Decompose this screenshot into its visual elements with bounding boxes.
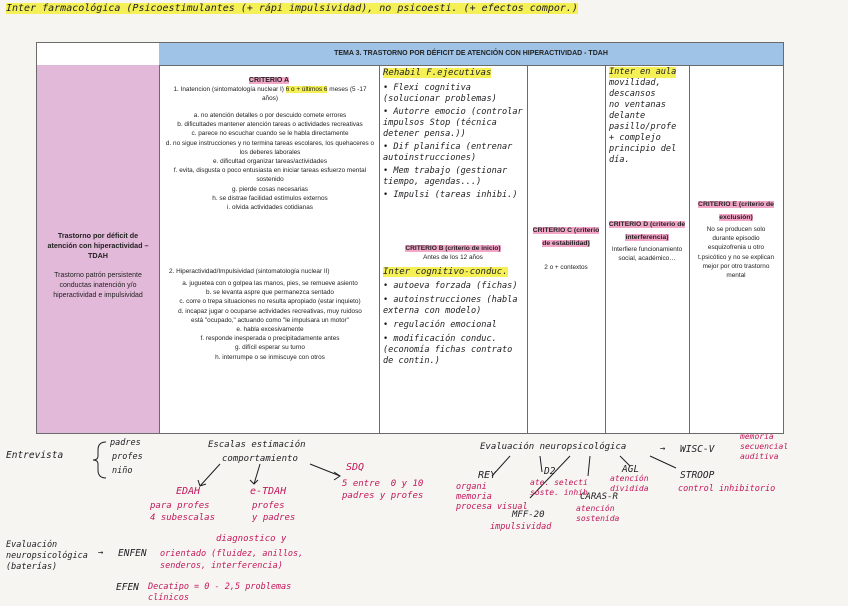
wisc-arrow: →: [660, 444, 666, 454]
list-item: movilidad,: [609, 78, 661, 88]
criterio-d-title: CRITERIO D (criterio de interferencia): [608, 221, 686, 241]
enfen-arrow: →: [98, 548, 104, 558]
list-item: e. habla excesivamente: [236, 326, 304, 334]
eval-neuro2: Evaluación neuropsicológica (baterías): [6, 540, 88, 572]
list-item: no ventanas: [609, 100, 666, 110]
rey-sub: organi memoria procesa visual: [456, 482, 528, 512]
eval-neuro: [480, 442, 626, 452]
list-item: h. interrumpe o se inmiscuye con otros: [215, 353, 325, 361]
stroop-sub: control inhibitorio: [678, 484, 776, 494]
rey: REY: [478, 470, 497, 481]
left-desc: Trastorno patrón persistente conductas inatención y/o hiperactividad e impulsividad: [53, 272, 143, 299]
list-item: • Autorre emocio (controlar impulsos Stop (técnica detener pensa.)): [383, 107, 523, 139]
eval-neuro-text: Evaluación neuropsicológica: [480, 442, 627, 452]
padres: padres: [110, 438, 141, 448]
edah: EDAH: [176, 486, 201, 497]
etdah: e-TDAH: [250, 486, 287, 497]
item1-pre: 1. Inatencion (sintomatología nuclear I): [173, 86, 284, 93]
list-item: día.: [609, 155, 630, 165]
criterio-a-title: CRITERIO A: [248, 77, 290, 84]
list-item: • autoeva forzada (fichas): [383, 281, 518, 291]
list-item: principio del: [609, 144, 677, 154]
criterio-d-cell: [605, 65, 690, 433]
wisc-sub: memoria secuencial auditiva: [740, 432, 789, 461]
nino: niño: [112, 466, 133, 476]
enfen-sub: orientado (fluidez, anillos, senderos, interferencia): [160, 549, 304, 571]
top-note: [6, 3, 578, 14]
rehab-cell: [379, 65, 528, 433]
agl: AGL: [622, 464, 640, 475]
item1: [165, 85, 375, 103]
diagnostico: diagnostico y: [216, 534, 287, 544]
mff-sub: impulsividad: [490, 522, 552, 532]
inatencion-list: [165, 111, 375, 212]
brace-icon: [90, 440, 110, 480]
list-item: b. se levanta aspre que permanezca sentado: [206, 289, 334, 297]
table-header: TEMA 3. TRASTORNO POR DÉFICIT DE ATENCIÓN CON HIPERACTIVIDAD - TDAH: [159, 43, 783, 66]
criterio-d-wrap: [607, 217, 687, 243]
d2-sub: ate. selecti soste. inhib: [530, 478, 588, 497]
left-title: Trastorno por déficit de atención con hiperactividad – TDAH: [47, 231, 149, 260]
wisc: WISC-V: [680, 444, 715, 455]
criterio-b-title: CRITERIO B (criterio de inicio): [405, 245, 501, 252]
criterio-e-title: CRITERIO E (criterio de exclusión): [698, 201, 774, 221]
list-item: h. se distrae facilidad estímulos externos: [212, 194, 328, 202]
rehab-title-wrap: [383, 68, 491, 78]
list-item: f. responde inesperada o precipitadamente antes: [200, 335, 340, 343]
inter-title: Inter cognitivo-conduc.: [383, 267, 508, 277]
list-item: • Impulsi (tareas inhibi.): [383, 190, 518, 200]
list-item: i. olvida actividades cotidianas: [227, 204, 313, 212]
enfen: ENFEN: [118, 548, 147, 559]
efen-sub: Decatipo = 0 - 2,5 problemas clínicos: [148, 582, 292, 603]
top-note-text: Inter farmacológica (Psicoestimulantes (+ rápi impulsividad), no psicoesti. (+ efectos compor.): [6, 3, 578, 14]
list-item: a. no atención detalles o por descuido comete errores: [193, 112, 347, 119]
escalas: Escalas estimación: [208, 440, 306, 450]
criterio-c-wrap: [531, 223, 601, 249]
inter-title-wrap: [383, 267, 508, 277]
list-item: • Dif planifica (entrenar autoinstrucciones): [383, 142, 513, 163]
list-item: descansos: [609, 89, 656, 99]
criterio-c-title: CRITERIO C (criterio de estabilidad): [532, 227, 600, 247]
caras-sub: atención sostenida: [576, 504, 620, 523]
list-item: d. incapaz jugar o ocuparse actividades recreativas, muy ruidoso: [178, 307, 362, 315]
list-item: e. dificultad organizar tareas/actividades: [212, 158, 328, 166]
list-item: f. evita, disgusta o poco entusiasta en iniciar tareas esfuerzo mental sostenido: [173, 167, 367, 184]
etdah-sub: profes y padres: [252, 501, 296, 523]
criterio-c-cell: [527, 65, 606, 433]
criterio-c-text: 2 o + contextos: [544, 264, 588, 271]
list-item: • Mem trabajo (gestionar tiempo, agendas...): [383, 166, 508, 187]
criterio-d-text: Interfiere funcionamiento social, académico…: [611, 246, 683, 263]
sdq-sub: 5 entre 0 y 10 padres y profes: [342, 479, 424, 501]
mff: MFF-20: [512, 510, 545, 520]
rehab-title: Rehabil F.ejecutivas: [383, 68, 492, 78]
list-item: • regulación emocional: [383, 320, 497, 330]
comportamiento: comportamiento: [222, 454, 298, 464]
item1-post: meses (5 -17 años): [262, 86, 367, 103]
agl-sub: atención dividida: [610, 474, 649, 493]
list-item: + complejo: [609, 133, 661, 143]
entrevista: Entrevista: [6, 450, 64, 461]
stroop: STROOP: [680, 470, 715, 481]
criterio-e-cell: [689, 65, 783, 433]
rehab-list: [383, 83, 525, 201]
caras: CARAS-R: [580, 492, 618, 502]
item1-hl: 6 o + últimos 6: [285, 86, 328, 93]
criterio-a-cell: [159, 65, 380, 433]
inter-list: [383, 281, 525, 367]
hiper-list: [165, 279, 375, 362]
list-item: c. corre o trepa situaciones no resulta apropiado (estar inquieto): [179, 298, 361, 306]
list-item: d. no sigue instrucciones y no termina tareas escolares, los quehaceres o los deberes laborales: [165, 139, 375, 156]
list-item: b. dificultades mantener atención tareas o actividades recreativas: [177, 121, 363, 129]
list-item: • modificación conduc. (economía fichas contrato de contin.): [383, 334, 513, 366]
profes: profes: [112, 452, 143, 462]
criterio-e-text: No se producen solo durante episodio esquizofrenia u otro t.psicótico y no se explican mejor por otro trastorno mental: [697, 226, 775, 280]
list-item: • autoinstrucciones (habla externa con modelo): [383, 295, 518, 316]
criterio-b-text: Antes de los 12 años: [423, 254, 483, 261]
list-item: está "ocupado," actuando como "le impulsara un motor": [191, 316, 349, 324]
d2: D2: [544, 466, 556, 477]
aula-list: [609, 67, 689, 166]
list-item: g. pierde cosas necesarias: [231, 185, 309, 193]
list-item: pasillo/profe: [609, 122, 677, 132]
left-column: [37, 65, 160, 433]
efen: EFEN: [116, 582, 139, 593]
list-item: a. juguetea con o golpea las manos, pies, se remueve asiento: [182, 280, 358, 287]
criterio-e-wrap: [693, 197, 779, 223]
list-item: c. parece no escuchar cuando se le habla directamente: [191, 130, 349, 138]
list-item: • Flexi cognitiva (solucionar problemas): [383, 83, 497, 104]
edah-sub: para profes 4 subescalas: [150, 501, 216, 523]
tdah-table: [36, 42, 784, 434]
list-item: g. difícil esperar su turno: [235, 344, 305, 352]
aula-title: Inter en aula: [609, 67, 677, 77]
sdq: SDQ: [346, 462, 365, 473]
list-item: delante: [609, 111, 646, 121]
item2: 2. Hiperactividad/Impulsividad (sintomatología nuclear II): [169, 268, 330, 275]
